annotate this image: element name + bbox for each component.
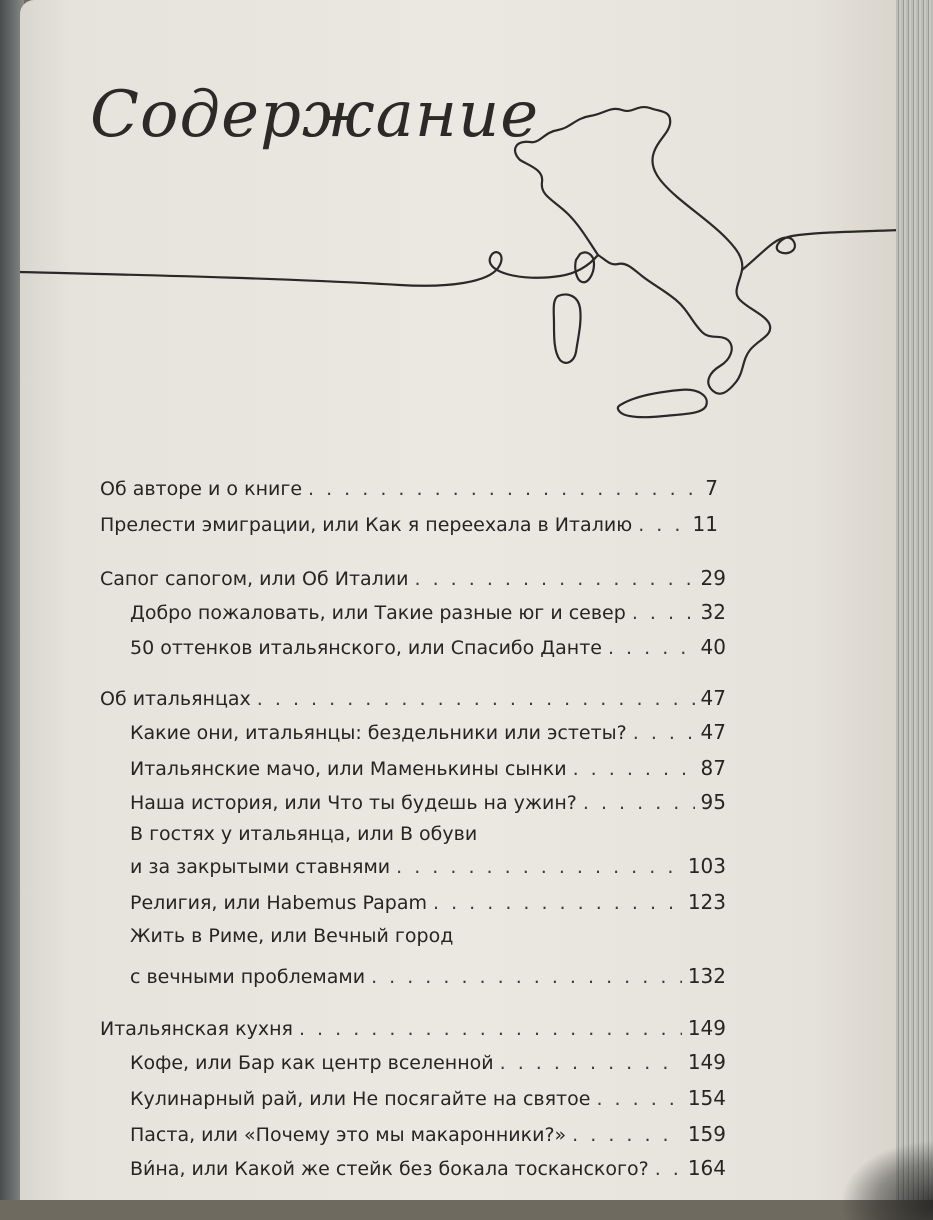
toc-entry-title: Ви́на, или Какой же стейк без бокала тосканского? <box>130 1158 649 1180</box>
book-page <box>20 0 900 1200</box>
toc-entry-page: 29 <box>700 566 726 590</box>
toc-entry-page: 95 <box>700 790 726 814</box>
toc-entry <box>130 784 726 820</box>
leader-dots <box>655 1151 682 1187</box>
toc-entry-page: 132 <box>687 964 726 988</box>
toc-entry <box>130 594 726 630</box>
leader-dots <box>632 595 695 631</box>
leader-dots <box>583 785 695 821</box>
page-title: Содержание <box>90 78 540 152</box>
toc-entry-page: 159 <box>687 1122 726 1146</box>
toc-entry-title: 50 оттенков итальянского, или Спасибо Данте <box>130 637 602 659</box>
toc-entry-title: Добро пожаловать, или Такие разные юг и север <box>130 602 626 624</box>
toc-entry-page: 47 <box>700 720 726 744</box>
toc-entry-title-line1: Жить в Риме, или Вечный город <box>130 925 454 947</box>
toc-entry <box>100 1010 726 1046</box>
toc-entry-page: 103 <box>687 854 726 878</box>
toc-entry <box>130 750 726 786</box>
toc-entry <box>130 958 726 994</box>
toc-entry-title: с вечными проблемами <box>130 966 366 988</box>
leader-dots <box>433 885 682 921</box>
toc-entry-title: и за закрытыми ставнями <box>130 856 391 878</box>
toc-entry <box>130 884 726 920</box>
toc-entry-page: 154 <box>687 1086 726 1110</box>
toc-entry <box>130 1044 726 1080</box>
toc-entry-title: Паста, или «Почему это мы макаронники?» <box>130 1124 567 1146</box>
toc-entry-page: 149 <box>687 1016 726 1040</box>
leader-dots <box>415 561 695 597</box>
toc-entry <box>130 714 726 750</box>
toc-entry-title: Сапог сапогом, или Об Италии <box>100 568 409 590</box>
toc-entry-title: Итальянские мачо, или Маменькины сынки <box>130 758 567 780</box>
toc-entry-page: 40 <box>700 635 726 659</box>
leader-dots <box>500 1045 682 1081</box>
toc-entry <box>130 1080 726 1116</box>
toc-entry-title: Об авторе и о книге <box>100 478 303 500</box>
toc-entry-page: 7 <box>705 476 718 500</box>
leader-dots <box>608 630 695 666</box>
leader-dots <box>257 681 695 717</box>
toc-entry <box>130 1150 726 1186</box>
toc-entry-title: Кофе, или Бар как центр вселенной <box>130 1052 494 1074</box>
toc-entry-title: Какие они, итальянцы: бездельники или эстеты? <box>130 722 627 744</box>
toc-entry <box>130 1116 726 1152</box>
toc-entry <box>130 629 726 665</box>
toc-entry-page: 149 <box>687 1050 726 1074</box>
leader-dots <box>572 1117 682 1153</box>
leader-dots <box>299 1011 682 1047</box>
toc-entry <box>100 680 726 716</box>
toc-entry-page: 123 <box>687 890 726 914</box>
toc-entry <box>130 848 726 884</box>
leader-dots <box>638 507 686 543</box>
toc-entry-page: 47 <box>700 686 726 710</box>
leader-dots <box>596 1081 681 1117</box>
leader-dots <box>396 849 682 885</box>
toc-entry-title: Религия, или Habemus Papam <box>130 892 427 914</box>
toc-entry-page: 11 <box>692 512 718 536</box>
leader-dots <box>371 959 682 995</box>
toc-entry-title-line1: В гостях у итальянца, или В обуви <box>130 823 478 845</box>
toc-entry-title: Об итальянцах <box>100 688 251 710</box>
leader-dots <box>633 715 695 751</box>
toc-entry <box>100 560 726 596</box>
toc-entry-title: Прелести эмиграции, или Как я переехала в Италию <box>100 514 633 536</box>
toc-entry <box>100 470 718 506</box>
shadow <box>840 1140 933 1220</box>
toc-entry-page: 32 <box>700 600 726 624</box>
toc-entry-page: 164 <box>687 1156 726 1180</box>
toc-entry-title: Наша история, или Что ты будешь на ужин? <box>130 792 577 814</box>
toc-entry-title: Кулинарный рай, или Не посягайте на святое <box>130 1088 591 1110</box>
leader-dots <box>308 471 699 507</box>
page-stack-edge <box>896 0 933 1200</box>
toc-entry <box>100 506 718 542</box>
leader-dots <box>573 751 695 787</box>
toc-entry-page: 87 <box>700 756 726 780</box>
toc-entry-title: Итальянская кухня <box>100 1018 293 1040</box>
